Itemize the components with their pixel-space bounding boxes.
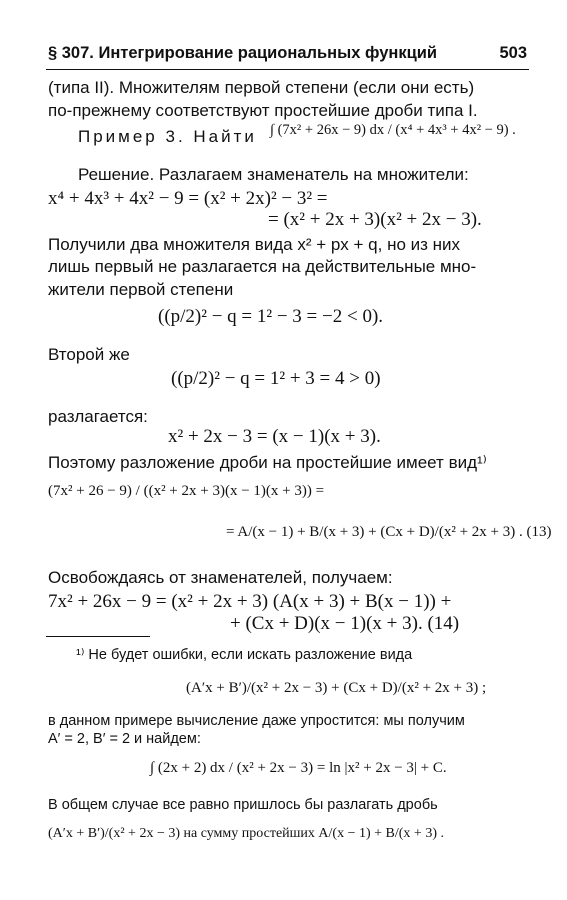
text-line-6: Второй же (48, 345, 130, 364)
equation-14-line-2: + (Cx + D)(x − 1)(x + 3). (14) (230, 613, 460, 634)
running-header (48, 44, 527, 66)
section-title: § 307. Интегрирование рациональных функций (48, 44, 438, 62)
footnote-line-1: ¹⁾ Не будет ошибки, если искать разложение вида (76, 647, 413, 663)
text-line-1: (типа II). Множителям первой степени (если они есть) (48, 78, 475, 97)
text-line-9: Освобождаясь от знаменателей, получаем: (48, 568, 393, 587)
text-line-4: лишь первый не разлагается на действительные мно- (48, 257, 477, 276)
equation-14-line-1: 7x² + 26x − 9 = (x² + 2x + 3) (A(x + 3) + B(x − 1)) + (48, 591, 452, 612)
solution-line: Решение. Разлагаем знаменатель на множители: (78, 165, 469, 184)
text-line-7: разлагается: (48, 407, 148, 426)
footnote-line-5: (A′x + B′)/(x² + 2x − 3) на сумму простейших A/(x − 1) + B/(x + 3) . (48, 826, 444, 841)
footnote-rule (46, 636, 150, 637)
text-line-3: Получили два множителя вида x² + px + q, но из них (48, 235, 461, 254)
example-integral: ∫ (7x² + 26x − 9) dx / (x⁴ + 4x³ + 4x² − 9) . (270, 122, 516, 138)
factor-result: x² + 2x − 3 = (x − 1)(x + 3). (168, 426, 381, 447)
factorization-line-2: = (x² + 2x + 3)(x² + 2x − 3). (268, 209, 482, 230)
discriminant-second: ((p/2)² − q = 1² + 3 = 4 > 0) (171, 368, 381, 389)
text-line-5: жители первой степени (48, 280, 234, 299)
page-number: 503 (499, 44, 527, 62)
footnote-line-4: В общем случае все равно пришлось бы разлагать дробь (48, 797, 438, 813)
footnote-formula-1: (A′x + B′)/(x² + 2x − 3) + (Cx + D)/(x² + 2x + 3) ; (186, 680, 487, 696)
discriminant-first: ((p/2)² − q = 1² − 3 = −2 < 0). (158, 306, 384, 327)
text-line-8: Поэтому разложение дроби на простейшие имеет вид¹⁾ (48, 453, 487, 472)
header-rule (46, 69, 529, 70)
text-line-2: по-прежнему соответствуют простейшие дроби типа I. (48, 101, 478, 120)
footnote-integral: ∫ (2x + 2) dx / (x² + 2x − 3) = ln |x² + 2x − 3| + C. (150, 760, 447, 776)
factorization-line-1: x⁴ + 4x³ + 4x² − 9 = (x² + 2x)² − 3² = (48, 188, 328, 209)
footnote-line-3: A′ = 2, B′ = 2 и найдем: (48, 731, 201, 747)
footnote-line-2: в данном примере вычисление даже упростится: мы получим (48, 713, 465, 729)
example-heading: Пример 3. Найти (78, 127, 257, 146)
decomposition-line-2: = A/(x − 1) + B/(x + 3) + (Cx + D)/(x² + 2x + 3) . (13) (226, 524, 552, 540)
decomposition-line-1: (7x² + 26 − 9) / ((x² + 2x + 3)(x − 1)(x + 3)) = (48, 483, 325, 499)
